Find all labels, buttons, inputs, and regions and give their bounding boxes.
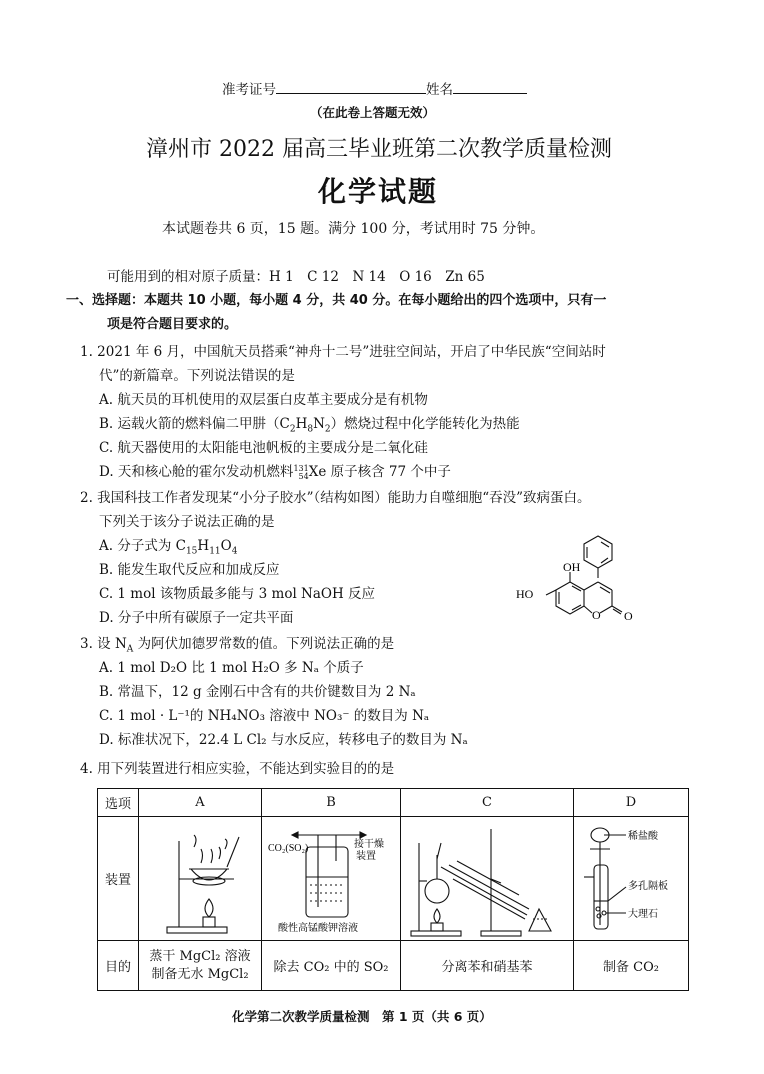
molecule-structure-diagram bbox=[508, 530, 648, 642]
header-a: A bbox=[139, 789, 262, 817]
q1-d-nuclide bbox=[293, 465, 308, 481]
q2-option-a bbox=[99, 537, 237, 555]
no-answer-notice: （在此卷上答题无效） bbox=[310, 105, 436, 120]
struct-ho-left: HO bbox=[516, 587, 534, 601]
header-b: B bbox=[262, 789, 401, 817]
q1-b-n: N bbox=[313, 416, 325, 432]
section-heading-line1: 一、选择题：本题共 10 小题，每小题 4 分，共 40 分。在每小题给出的四个选项中，只有一 bbox=[66, 293, 607, 308]
gas-washing-bottle-figure bbox=[262, 819, 398, 939]
q1-stem-line1: 1. 2021 年 6 月，中国航天员搭乘“神舟十二号”进驻空间站，开启了中华民族“空间站时 bbox=[80, 344, 606, 360]
q3-option-a: A. 1 mol D₂O 比 1 mol H₂O 多 Nₐ 个质子 bbox=[99, 660, 364, 676]
q1-b-sub1: 2 bbox=[289, 424, 296, 435]
q1-b-sub3: 2 bbox=[324, 424, 331, 435]
benzene-ring bbox=[556, 582, 584, 614]
q3-stem-post: 为阿伏加德罗常数的值。下列说法正确的是 bbox=[133, 636, 395, 652]
table-header-row bbox=[98, 789, 689, 817]
purpose-a-line2: 制备无水 MgCl₂ bbox=[151, 966, 249, 982]
q2-a-sub1: 15 bbox=[185, 546, 198, 557]
q1-b-post: ）燃烧过程中化学能转化为热能 bbox=[330, 416, 520, 432]
purpose-a-line1: 蒸干 MgCl₂ 溶液 bbox=[149, 948, 251, 964]
distillation-apparatus-figure bbox=[401, 819, 571, 939]
q3-option-b: B. 常温下，12 g 金刚石中含有的共价键数目为 2 Nₐ bbox=[99, 684, 416, 700]
q1-stem-line2: 代”的新篇章。下列说法错误的是 bbox=[99, 368, 295, 384]
b-dry-label-2: 装置 bbox=[356, 850, 376, 862]
b-gas-label: CO₂(SO₂) bbox=[268, 842, 309, 854]
name-label: 姓名 bbox=[426, 82, 453, 98]
exam-main-title: 漳州市 2022 届高三毕业班第二次教学质量检测 bbox=[146, 137, 612, 162]
d-acid-label: 稀盐酸 bbox=[628, 830, 658, 842]
q2-a-sub3: 4 bbox=[231, 546, 238, 557]
row-label-device: 装置 bbox=[98, 817, 139, 941]
q3-option-c: C. 1 mol · L⁻¹的 NH₄NO₃ 溶液中 NO₃⁻ 的数目为 Nₐ bbox=[99, 708, 430, 724]
phenyl-ring bbox=[584, 536, 612, 568]
q2-option-c: C. 1 mol 该物质最多能与 3 mol NaOH 反应 bbox=[99, 586, 376, 602]
q2-stem-line1: 2. 我国科技工作者发现某“小分子胶水”（结构如图）能助力自噬细胞“吞没”致病蛋白。 bbox=[80, 490, 591, 506]
page-footer: 化学第二次教学质量检测 第 1 页（共 6 页） bbox=[232, 1009, 492, 1024]
q4-apparatus-table bbox=[97, 788, 689, 991]
header-c: C bbox=[401, 789, 574, 817]
row-label-purpose: 目的 bbox=[98, 941, 139, 991]
apparatus-a-cell bbox=[139, 817, 262, 941]
q4-stem: 4. 用下列装置进行相应实验，不能达到实验目的的是 bbox=[80, 761, 395, 777]
atomic-mass-note: 可能用到的相对原子质量：H 1 C 12 N 14 O 16 Zn 65 bbox=[107, 269, 485, 285]
q3-stem bbox=[80, 635, 394, 653]
q1-d-pre: D. 天和核心舱的霍尔发动机燃料 bbox=[99, 464, 294, 480]
q3-option-d: D. 标准状况下，22.4 L Cl₂ 与水反应，转移电子的数目为 Nₐ bbox=[99, 732, 468, 748]
q2-option-b: B. 能发生取代反应和加成反应 bbox=[99, 562, 280, 578]
exam-info: 本试题卷共 6 页，15 题。满分 100 分，考试用时 75 分钟。 bbox=[162, 221, 545, 237]
q1-option-a: A. 航天员的耳机使用的双层蛋白皮革主要成分是有机物 bbox=[99, 392, 428, 408]
q1-b-sub2: 8 bbox=[307, 424, 314, 435]
exam-number-label: 准考证号 bbox=[222, 82, 276, 98]
q2-option-d: D. 分子中所有碳原子一定共平面 bbox=[99, 610, 294, 626]
apparatus-b-cell bbox=[262, 817, 401, 941]
exam-number-blank bbox=[276, 80, 426, 94]
section-heading-line2: 项是符合题目要求的。 bbox=[107, 317, 238, 332]
q3-stem-pre: 3. 设 N bbox=[80, 636, 127, 652]
purpose-a bbox=[139, 941, 262, 991]
d-stone-label: 大理石 bbox=[628, 908, 658, 920]
exam-number-field bbox=[222, 80, 527, 99]
evaporation-apparatus-figure bbox=[139, 819, 259, 939]
q2-stem-line2: 下列关于该分子说法正确的是 bbox=[99, 514, 275, 530]
q2-a-o: O bbox=[220, 538, 232, 554]
table-device-row bbox=[98, 817, 689, 941]
struct-ring-oxygen: O bbox=[592, 608, 601, 622]
q1-b-pre: B. 运载火箭的燃料偏二甲肼（C bbox=[99, 416, 290, 432]
q1-option-c: C. 航天器使用的太阳能电池帆板的主要成分是二氧化硅 bbox=[99, 440, 428, 456]
apparatus-d-cell bbox=[574, 817, 689, 941]
q1-option-d bbox=[99, 463, 451, 481]
d-plate-label: 多孔隔板 bbox=[628, 880, 668, 892]
struct-oh-top: OH bbox=[563, 560, 581, 574]
q2-a-pre: A. 分子式为 C bbox=[99, 538, 186, 554]
b-solution-label: 酸性高锰酸钾溶液 bbox=[278, 922, 358, 934]
struct-carbonyl-oxygen: O bbox=[624, 609, 633, 623]
purpose-d: 制备 CO₂ bbox=[574, 941, 689, 991]
q2-a-sub2: 11 bbox=[209, 546, 221, 557]
q1-d-post: Xe 原子核含 77 个中子 bbox=[308, 464, 451, 480]
q1-option-b bbox=[99, 415, 520, 433]
q2-a-h: H bbox=[197, 538, 210, 554]
q1-d-mass-number: 131 bbox=[293, 464, 309, 473]
header-d: D bbox=[574, 789, 689, 817]
gas-generator-figure bbox=[574, 819, 686, 939]
table-purpose-row bbox=[98, 941, 689, 991]
q1-b-h: H bbox=[295, 416, 308, 432]
q3-stem-sub: A bbox=[126, 644, 134, 655]
subject-title: 化学试题 bbox=[318, 175, 439, 208]
b-dry-label-1: 接干燥 bbox=[354, 838, 384, 850]
purpose-b: 除去 CO₂ 中的 SO₂ bbox=[262, 941, 401, 991]
apparatus-c-cell bbox=[401, 817, 574, 941]
q1-d-atomic-number: 54 bbox=[298, 472, 309, 481]
header-option: 选项 bbox=[98, 789, 139, 817]
purpose-c: 分离苯和硝基苯 bbox=[401, 941, 574, 991]
name-blank bbox=[453, 80, 527, 94]
